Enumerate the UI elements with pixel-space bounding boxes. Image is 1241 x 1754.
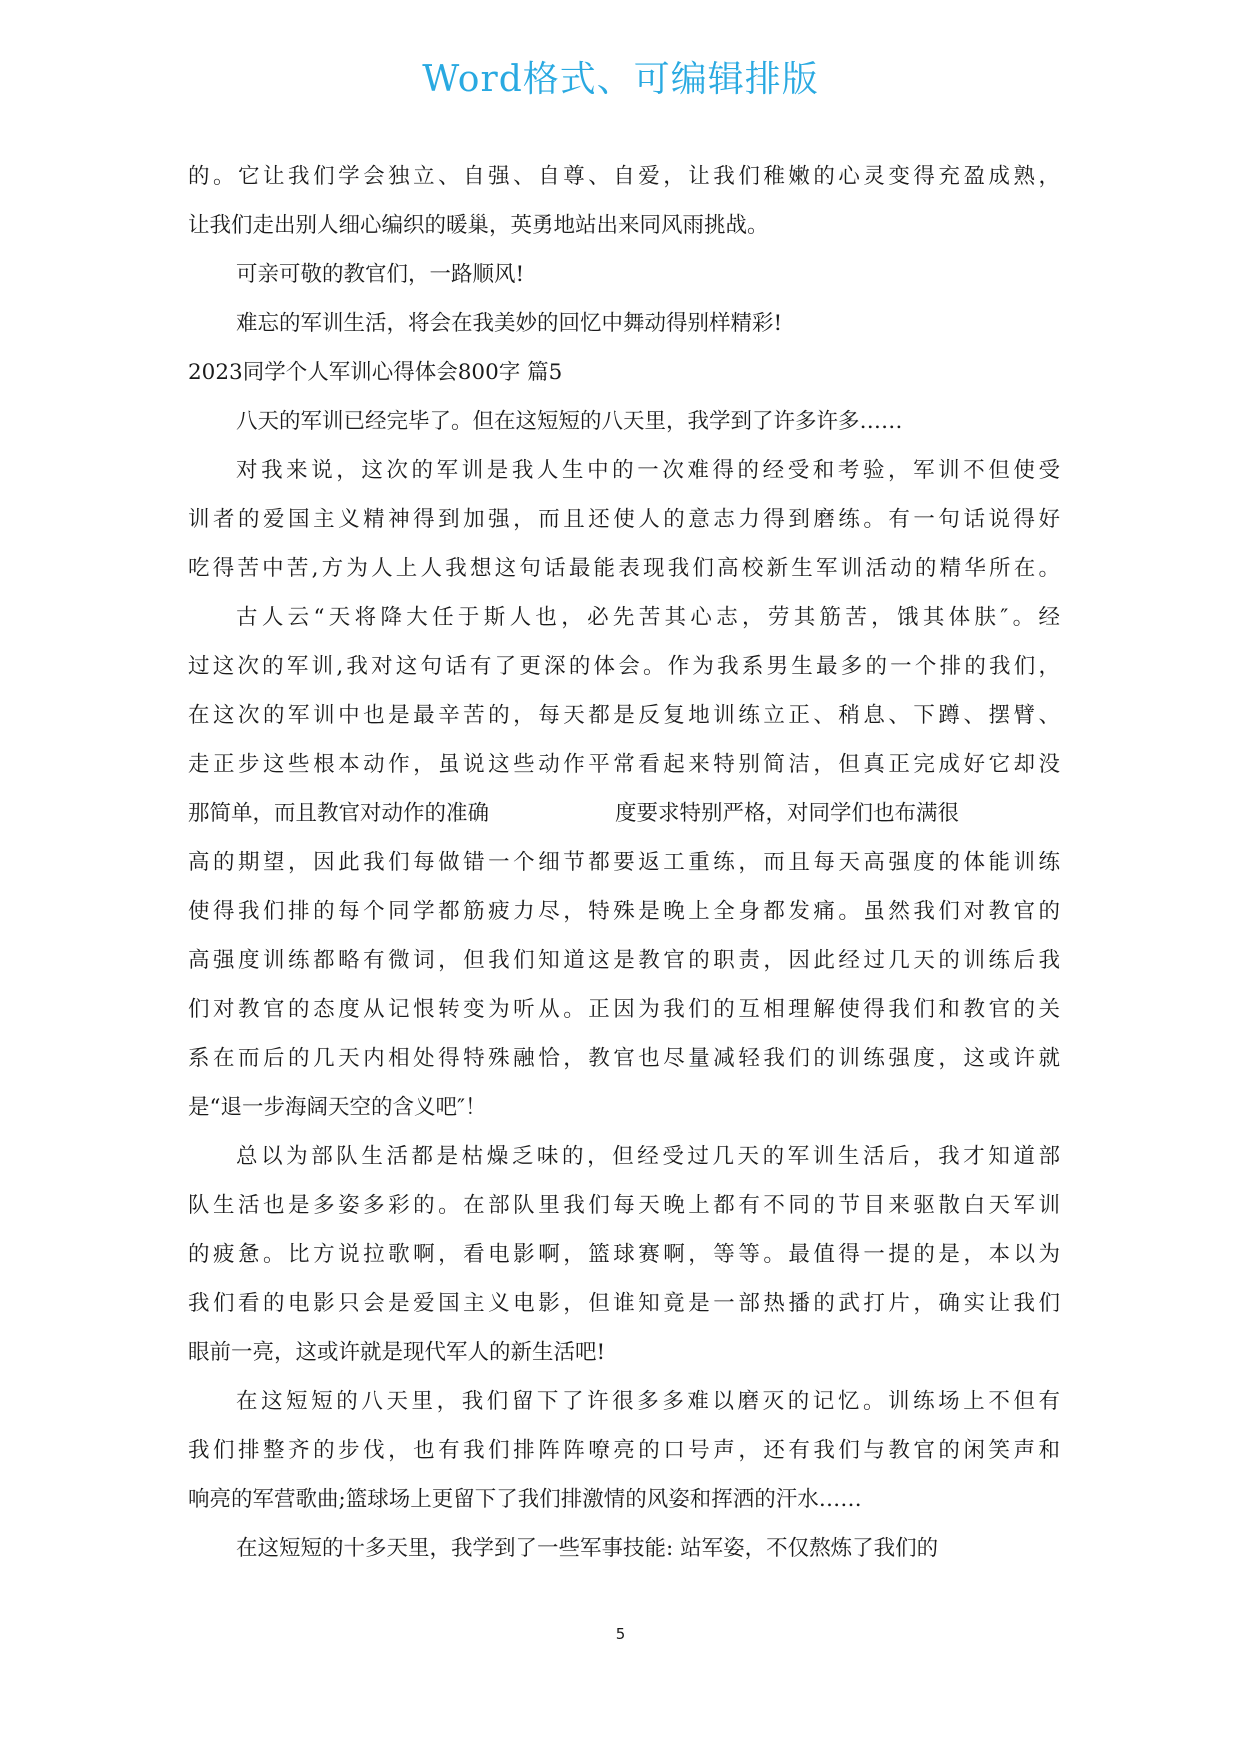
text-line: 我们排整齐的步伐，也有我们排阵阵嘹亮的口号声，还有我们与教官的闲笑声和	[188, 1438, 1060, 1463]
text-fragment: 那简单，而且教官对动作的准确	[188, 801, 490, 826]
text-line: 的疲惫。比方说拉歌啊，看电影啊，篮球赛啊，等等。最值得一提的是，本以为	[188, 1242, 1060, 1267]
section-heading: 2023同学个人军训心得体会800字 篇5	[188, 360, 563, 385]
text-line: 使得我们排的每个同学都筋疲力尽，特殊是晚上全身都发痛。虽然我们对教官的	[188, 899, 1060, 924]
text-line: 难忘的军训生活，将会在我美妙的回忆中舞动得别样精彩!	[236, 311, 783, 336]
text-line: 总以为部队生活都是枯燥乏味的，但经受过几天的军训生活后，我才知道部	[236, 1144, 1060, 1169]
text-line: 在这短短的八天里，我们留下了许很多多难以磨灭的记忆。训练场上不但有	[236, 1389, 1060, 1414]
text-fragment: 度要求特别严格，对同学们也布满很	[615, 801, 960, 826]
text-line: 我们看的电影只会是爱国主义电影，但谁知竟是一部热播的武打片，确实让我们	[188, 1291, 1060, 1316]
text-line: 在这短短的十多天里，我学到了一些军事技能: 站军姿，不仅熬炼了我们的	[236, 1536, 939, 1561]
text-line: 眼前一亮，这或许就是现代军人的新生活吧!	[188, 1340, 606, 1365]
text-line: 吃得苦中苦,方为人上人我想这句话最能表现我们高校新生军训活动的精华所在。	[188, 556, 1060, 581]
document-body	[188, 152, 1060, 1573]
text-line: 队生活也是多姿多彩的。在部队里我们每天晚上都有不同的节目来驱散白天军训	[188, 1193, 1060, 1218]
text-line: 走正步这些根本动作，虽说这些动作平常看起来特别简洁，但真正完成好它却没	[188, 752, 1060, 777]
text-line: 高的期望，因此我们每做错一个细节都要返工重练，而且每天高强度的体能训练	[188, 850, 1060, 875]
text-line: 可亲可敬的教官们，一路顺风!	[236, 262, 525, 287]
page-header-title: Word格式、可编辑排版	[422, 59, 819, 100]
text-line: 高强度训练都略有微词，但我们知道这是教官的职责，因此经过几天的训练后我	[188, 948, 1060, 973]
text-line: 的。它让我们学会独立、自强、自尊、自爱，让我们稚嫩的心灵变得充盈成熟，	[188, 164, 1060, 189]
text-line-with-gap	[188, 789, 1060, 838]
text-line: 训者的爱国主义精神得到加强，而且还使人的意志力得到磨练。有一句话说得好	[188, 507, 1060, 532]
text-line: 过这次的军训,我对这句话有了更深的体会。作为我系男生最多的一个排的我们，	[188, 654, 1060, 679]
text-line: 对我来说，这次的军训是我人生中的一次难得的经受和考验，军训不但使受	[236, 458, 1060, 483]
text-line: 古人云“天将降大任于斯人也，必先苦其心志，劳其筋苦，饿其体肤″。经	[236, 605, 1060, 630]
page-number: 5	[615, 1625, 626, 1643]
text-line: 们对教官的态度从记恨转变为听从。正因为我们的互相理解使得我们和教官的关	[188, 997, 1060, 1022]
text-line: 在这次的军训中也是最辛苦的，每天都是反复地训练立正、稍息、下蹲、摆臂、	[188, 703, 1060, 728]
text-line: 响亮的军营歌曲;篮球场上更留下了我们排激情的风姿和挥洒的汗水……	[188, 1487, 862, 1512]
text-line: 让我们走出别人细心编织的暖巢，英勇地站出来同风雨挑战。	[188, 213, 769, 238]
text-line: 是“退一步海阔天空的含义吧″！	[188, 1095, 487, 1120]
text-line: 八天的军训已经完毕了。但在这短短的八天里，我学到了许多许多……	[236, 409, 903, 434]
text-line: 系在而后的几天内相处得特殊融恰，教官也尽量减轻我们的训练强度，这或许就	[188, 1046, 1060, 1071]
